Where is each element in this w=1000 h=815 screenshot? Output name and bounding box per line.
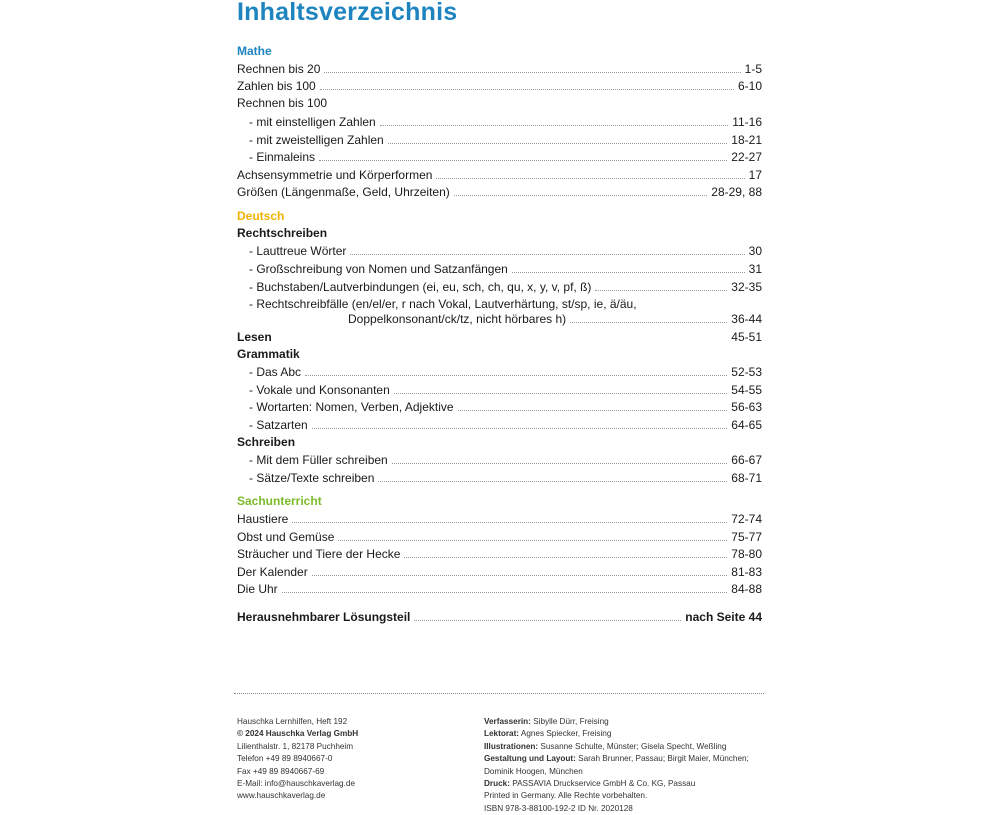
toc-entry[interactable]	[249, 451, 762, 468]
entry-page: 45-51	[731, 330, 762, 344]
entry-page: 84-88	[731, 582, 762, 596]
entry-page: 28-29, 88	[711, 185, 762, 199]
entry-label: Herausnehmbarer Lösungsteil	[237, 610, 411, 624]
imprint-line: Fax +49 89 8940667-69	[237, 766, 325, 776]
entry-page: 17	[748, 168, 762, 182]
entry-label: - mit zweistelligen Zahlen	[249, 133, 384, 147]
entry-page: 22-27	[731, 150, 762, 164]
credit-value: Sibylle Dürr, Freising	[530, 717, 609, 726]
entry-page: 72-74	[731, 512, 762, 526]
credit-value: Agnes Spiecker, Freising	[519, 729, 612, 739]
dot-leader	[570, 322, 727, 323]
imprint-line	[484, 803, 749, 815]
credit-key: Druck:	[484, 779, 510, 789]
entry-label-line1: - Rechtschreibfälle (en/el/er, r nach Vokal, Lautverhärtung, st/sp, ie, ä/äu,	[249, 297, 637, 311]
entry-page: 31	[748, 262, 762, 276]
dot-leader	[320, 89, 734, 90]
toc-entry-loesungsteil[interactable]	[237, 608, 762, 625]
entry-label: Rechnen bis 20	[237, 62, 321, 76]
entry-label: Lesen	[237, 330, 272, 344]
entry-label: - Sätze/Texte schreiben	[249, 471, 375, 485]
credit-value: Sarah Brunner, Passau; Birgit Maier, München;	[575, 754, 749, 764]
imprint-line: www.hauschkaverlag.de	[237, 791, 326, 801]
toc-entry[interactable]	[237, 510, 762, 527]
imprint-line: Hauschka Lernhilfen, Heft 192	[237, 717, 348, 726]
dot-leader	[312, 428, 728, 429]
imprint-credits	[484, 716, 749, 815]
imprint-line: © 2024 Hauschka Verlag GmbH	[237, 729, 359, 739]
entry-page: 1-5	[744, 62, 762, 76]
footer-divider	[234, 693, 764, 694]
toc-entry[interactable]	[237, 545, 762, 562]
entry-label: - Buchstaben/Lautverbindungen (ei, eu, sch, ch, qu, x, y, v, pf, ß)	[249, 280, 592, 294]
toc-entry[interactable]	[237, 328, 762, 345]
entry-label: - Das Abc	[249, 365, 302, 379]
dot-leader	[380, 125, 728, 126]
entry-page: 18-21	[731, 133, 762, 147]
entry-page: 32-35	[731, 280, 762, 294]
entry-page: 81-83	[731, 565, 762, 579]
credit-key: Illustrationen:	[484, 741, 539, 751]
dot-leader	[319, 160, 727, 161]
page-title: Inhaltsverzeichnis	[237, 0, 458, 26]
dot-leader	[512, 272, 745, 273]
credit-value: ISBN 978-3-88100-192-2 ID Nr. 2020128	[484, 803, 633, 813]
entry-label-line2: Doppelkonsonant/ck/tz, nicht hörbares h)	[348, 312, 567, 326]
entry-label: Obst und Gemüse	[237, 530, 335, 544]
dot-leader	[378, 481, 727, 482]
entry-page: 6-10	[737, 79, 762, 93]
toc-entry[interactable]	[249, 148, 762, 165]
toc-entry[interactable]	[348, 310, 762, 327]
toc-entry[interactable]	[249, 260, 762, 277]
credit-value: Dominik Hoogen, München	[484, 766, 583, 776]
dot-leader	[392, 463, 728, 464]
toc-entry[interactable]	[249, 113, 762, 130]
dot-leader	[388, 143, 728, 144]
entry-label: - Mit dem Füller schreiben	[249, 453, 388, 467]
entry-page: 66-67	[731, 453, 762, 467]
entry-label: Sträucher und Tiere der Hecke	[237, 547, 401, 561]
dot-leader	[282, 592, 728, 593]
entry-page: 54-55	[731, 383, 762, 397]
dot-leader	[458, 410, 728, 411]
section-deutsch-heading: Deutsch	[237, 209, 285, 223]
subheading-rechtschreiben: Rechtschreiben	[237, 226, 328, 240]
entry-label: - Wortarten: Nomen, Verben, Adjektive	[249, 400, 454, 414]
credit-key: Gestaltung und Layout:	[484, 754, 576, 764]
imprint-line	[484, 753, 749, 765]
section-mathe-heading: Mathe	[237, 44, 272, 58]
entry-page: 30	[748, 244, 762, 258]
entry-page: 64-65	[731, 418, 762, 432]
entry-page: 75-77	[731, 530, 762, 544]
dot-leader	[312, 575, 728, 576]
subheading-schreiben: Schreiben	[237, 435, 296, 449]
toc-entry[interactable]	[237, 528, 762, 545]
dot-leader	[595, 290, 727, 291]
toc-entry[interactable]	[249, 363, 762, 380]
toc-entry[interactable]	[237, 166, 762, 183]
dot-leader	[414, 620, 681, 621]
dot-leader	[338, 540, 727, 541]
section-sachunterricht-heading: Sachunterricht	[237, 494, 322, 508]
entry-page: 68-71	[731, 471, 762, 485]
subheading-rechnen-bis-100: Rechnen bis 100	[237, 96, 328, 110]
entry-label: - mit einstelligen Zahlen	[249, 115, 376, 129]
entry-page: 36-44	[731, 312, 762, 326]
imprint-line: E-Mail: info@hauschkaverlag.de	[237, 779, 355, 789]
toc-entry[interactable]	[237, 60, 762, 77]
entry-page: 52-53	[731, 365, 762, 379]
toc-entry[interactable]	[249, 416, 762, 433]
entry-label: Größen (Längenmaße, Geld, Uhrzeiten)	[237, 185, 450, 199]
dot-leader	[454, 195, 708, 196]
entry-label: - Satzarten	[249, 418, 308, 432]
toc-entry[interactable]	[237, 580, 762, 597]
imprint-line: Telefon +49 89 8940667-0	[237, 754, 333, 764]
imprint-line	[484, 728, 749, 740]
toc-entry[interactable]	[237, 563, 762, 580]
imprint-publisher	[237, 716, 358, 803]
toc-entry[interactable]	[237, 77, 762, 94]
credit-value: PASSAVIA Druckservice GmbH & Co. KG, Passau	[509, 779, 696, 789]
toc-entry[interactable]	[237, 183, 762, 200]
dot-leader	[404, 557, 727, 558]
entry-label: Haustiere	[237, 512, 289, 526]
entry-page: nach Seite 44	[685, 610, 762, 624]
dot-leader	[350, 254, 744, 255]
entry-page: 78-80	[731, 547, 762, 561]
entry-label: - Vokale und Konsonanten	[249, 383, 390, 397]
entry-label: Achsensymmetrie und Körperformen	[237, 168, 433, 182]
entry-label: Der Kalender	[237, 565, 308, 579]
entry-page: 56-63	[731, 400, 762, 414]
dot-leader	[436, 178, 744, 179]
credit-key: Verfasserin:	[484, 717, 531, 726]
entry-label: - Lauttreue Wörter	[249, 244, 347, 258]
credit-key: Lektorat:	[484, 729, 520, 739]
entry-label: - Großschreibung von Nomen und Satzanfängen	[249, 262, 508, 276]
toc-entry[interactable]	[249, 381, 762, 398]
credit-value: Printed in Germany. Alle Rechte vorbehalten.	[484, 791, 648, 801]
imprint-line	[484, 766, 749, 778]
imprint-line	[484, 741, 749, 753]
toc-entry[interactable]	[249, 242, 762, 259]
entry-label: - Einmaleins	[249, 150, 316, 164]
entry-label: Die Uhr	[237, 582, 278, 596]
credit-value: Susanne Schulte, Münster; Gisela Specht, Weßling	[538, 741, 727, 751]
imprint-line	[484, 716, 749, 728]
toc-entry[interactable]	[249, 469, 762, 486]
entry-label: Zahlen bis 100	[237, 79, 316, 93]
imprint-line	[484, 790, 749, 802]
dot-leader	[324, 72, 740, 73]
toc-entry[interactable]	[249, 278, 762, 295]
imprint-line	[484, 778, 749, 790]
toc-entry[interactable]	[249, 131, 762, 148]
toc-entry[interactable]	[249, 398, 762, 415]
dot-leader	[305, 375, 727, 376]
dot-leader	[394, 393, 728, 394]
imprint-line: Lilienthalstr. 1, 82178 Puchheim	[237, 741, 354, 751]
dot-leader	[292, 522, 727, 523]
entry-page: 11-16	[732, 115, 762, 129]
subheading-grammatik: Grammatik	[237, 347, 300, 361]
